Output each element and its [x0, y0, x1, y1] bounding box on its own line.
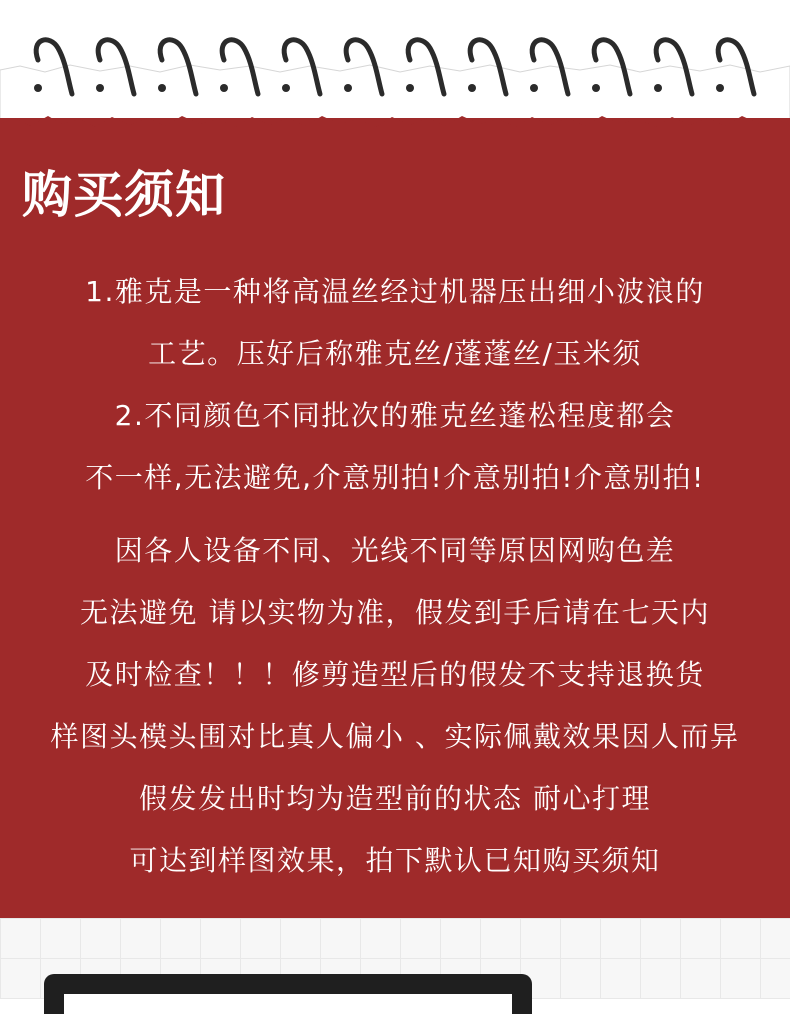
notice-line: 不一样,无法避免,介意别拍!介意别拍!介意别拍! — [85, 461, 705, 494]
tablet-screen — [64, 994, 512, 1014]
notice-line: 工艺。压好后称雅克丝/蓬蓬丝/玉米须 — [148, 337, 642, 370]
notice-line: 样图头模头围对比真人偏小 、实际佩戴效果因人而异 — [50, 720, 740, 753]
notice-line: 1.雅克是一种将高温丝经过机器压出细小波浪的 — [85, 275, 705, 308]
notice-line: 因各人设备不同、光线不同等原因网购色差 — [114, 534, 676, 567]
notice-line: 2.不同颜色不同批次的雅克丝蓬松程度都会 — [114, 399, 676, 432]
notice-title: 购买须知 — [22, 165, 226, 224]
notice-line: 无法避免 请以实物为准，假发到手后请在七天内 — [80, 596, 710, 629]
notice-line: 假发发出时均为造型前的状态 耐心打理 — [139, 782, 651, 815]
notice-line: 及时检查！！！修剪造型后的假发不支持退换货 — [85, 658, 705, 691]
notice-line: 可达到样图效果，拍下默认已知购买须知 — [129, 844, 661, 877]
